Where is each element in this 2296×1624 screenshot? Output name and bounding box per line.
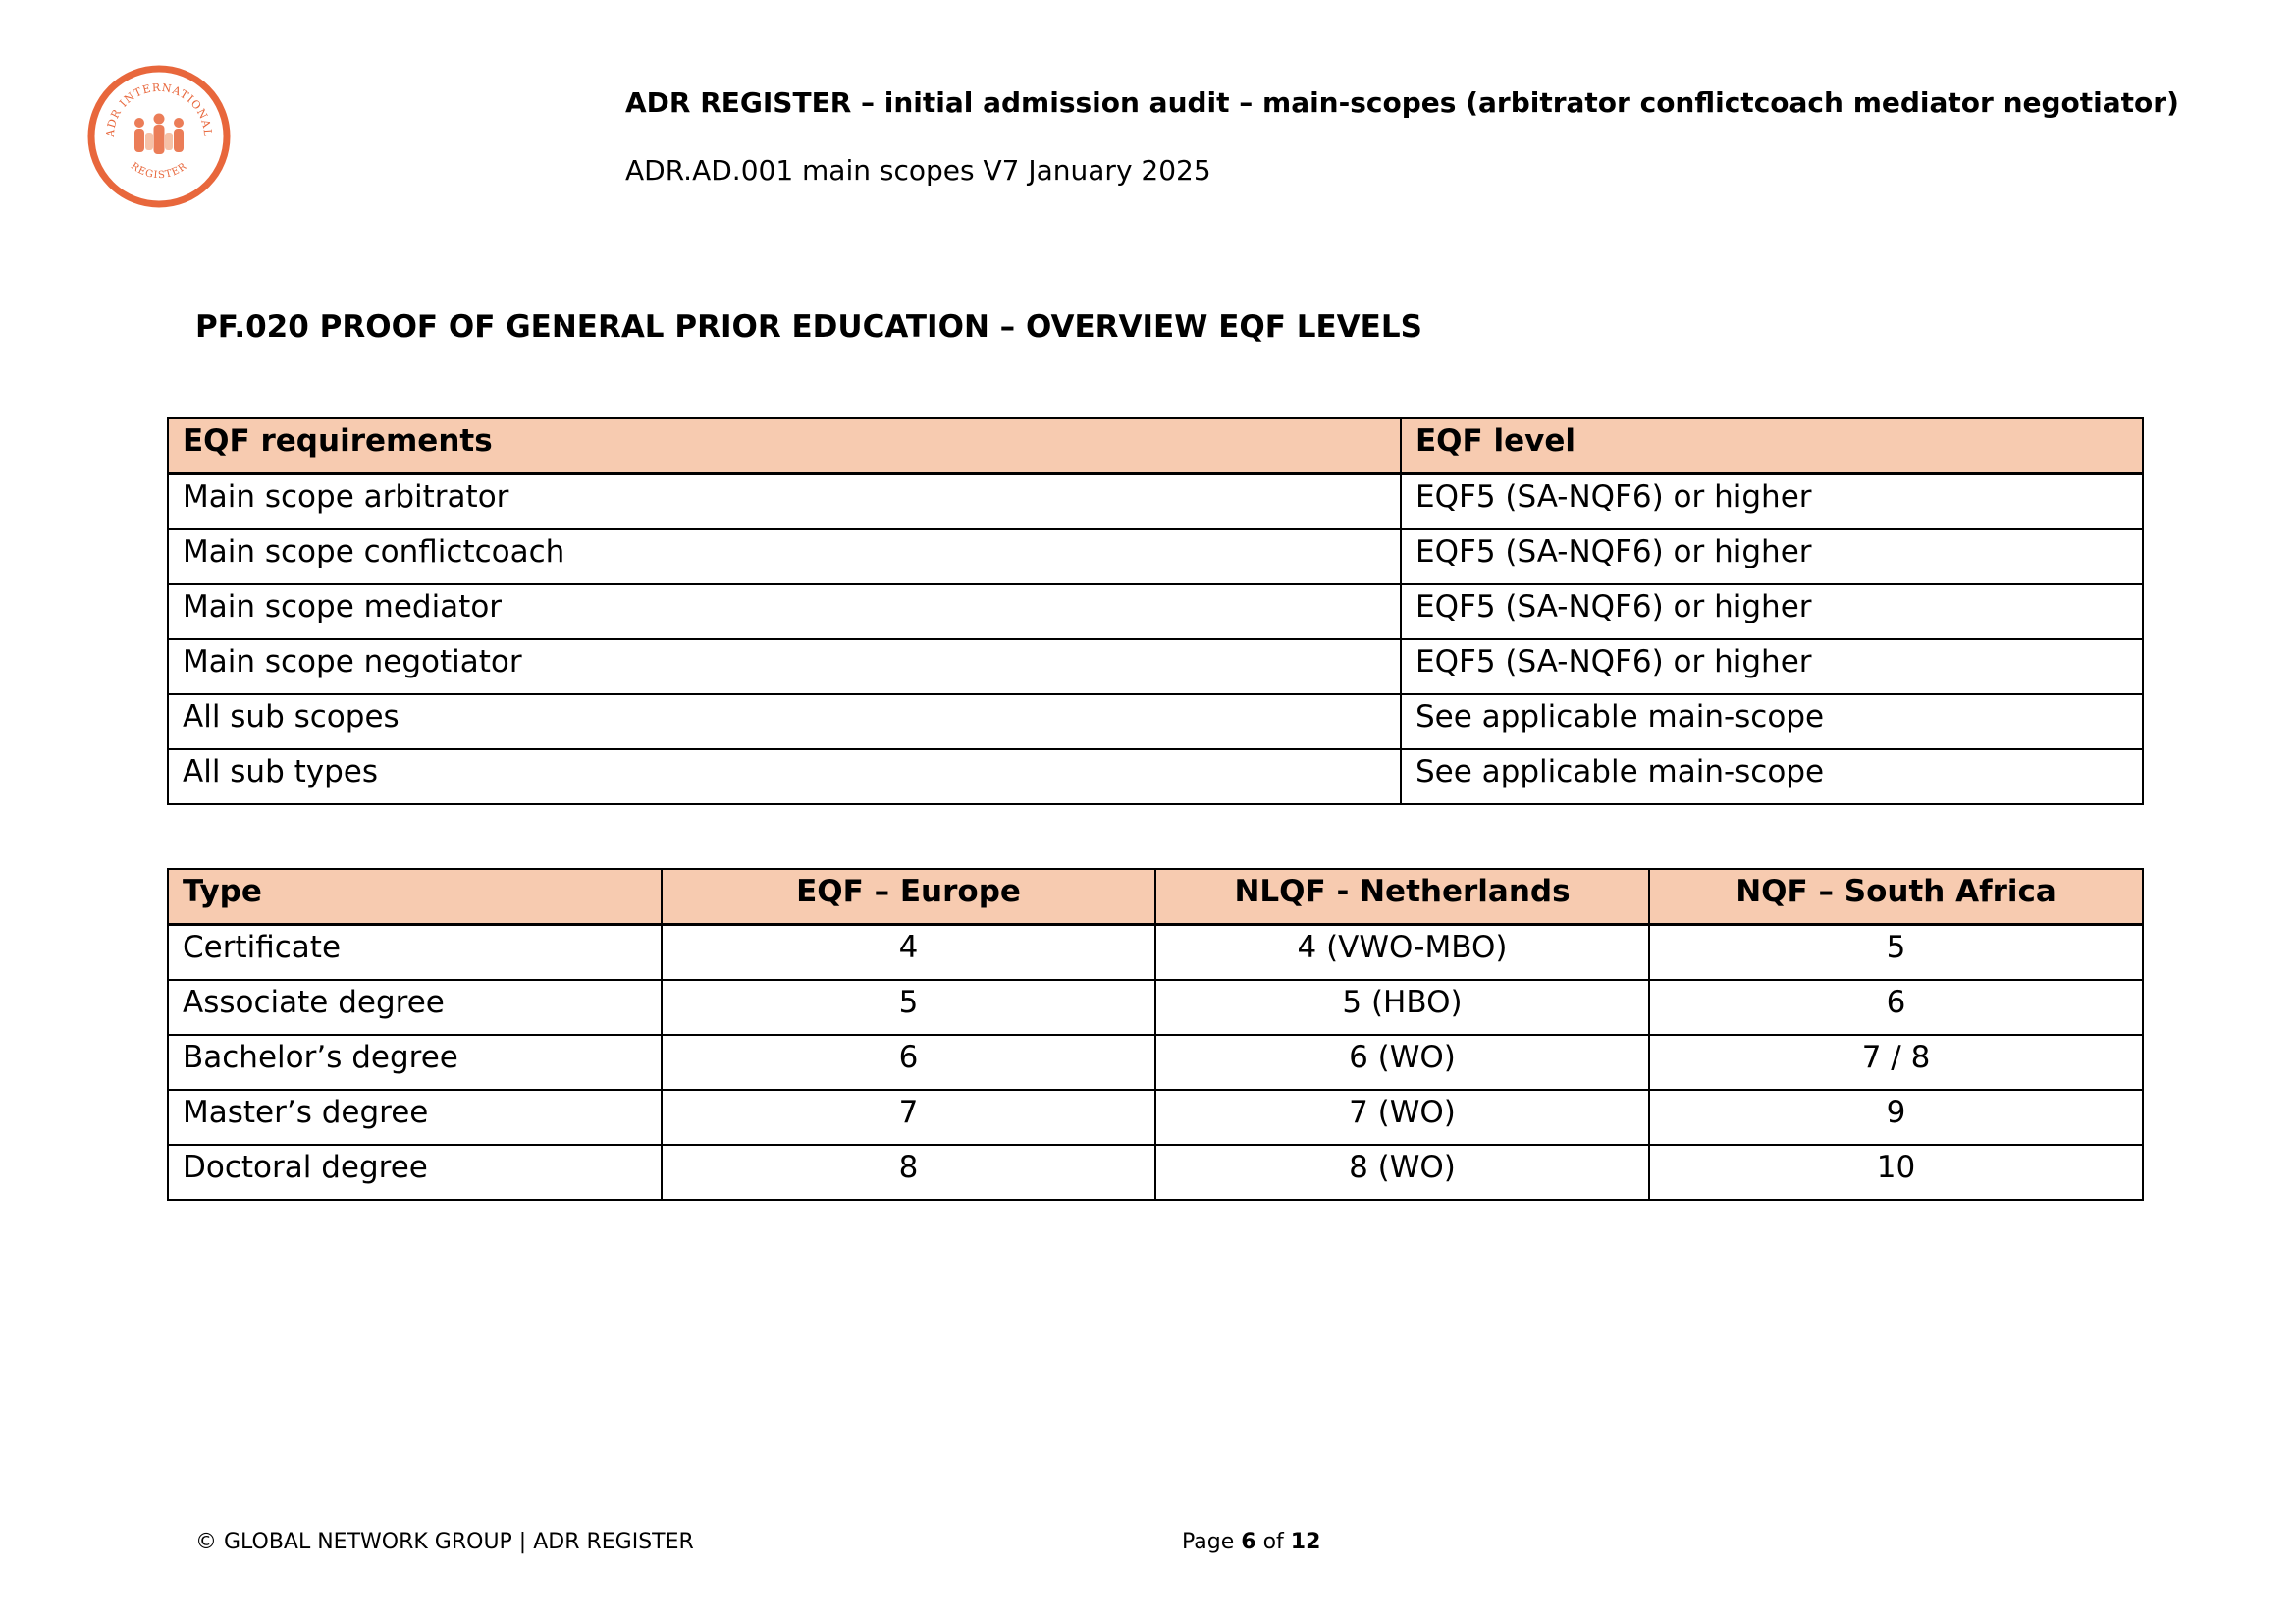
requirement-cell: Main scope mediator xyxy=(168,584,1401,639)
type-cell: Associate degree xyxy=(168,980,662,1035)
nqf-cell: 9 xyxy=(1649,1090,2143,1145)
level-cell: EQF5 (SA-NQF6) or higher xyxy=(1401,639,2143,694)
table-row xyxy=(168,639,2143,694)
header-nlqf-netherlands: NLQF - Netherlands xyxy=(1155,869,1649,925)
logo-text-bottom: REGISTER xyxy=(129,160,189,182)
header-type: Type xyxy=(168,869,662,925)
level-cell: EQF5 (SA-NQF6) or higher xyxy=(1401,474,2143,530)
adr-register-logo xyxy=(86,64,232,209)
eqf-cell: 6 xyxy=(662,1035,1155,1090)
table-row xyxy=(168,749,2143,804)
eqf-cell: 8 xyxy=(662,1145,1155,1200)
nqf-cell: 6 xyxy=(1649,980,2143,1035)
table-row xyxy=(168,584,2143,639)
header-eqf-europe: EQF – Europe xyxy=(662,869,1155,925)
nlqf-cell: 4 (VWO-MBO) xyxy=(1155,925,1649,981)
type-cell: Doctoral degree xyxy=(168,1145,662,1200)
table-row xyxy=(168,529,2143,584)
table-row xyxy=(168,1035,2143,1090)
requirement-cell: All sub types xyxy=(168,749,1401,804)
logo-text-top: ADR INTERNATIONAL xyxy=(103,81,215,138)
eqf-requirements-table xyxy=(167,417,2144,805)
table-row xyxy=(168,1145,2143,1200)
level-cell: EQF5 (SA-NQF6) or higher xyxy=(1401,529,2143,584)
eqf-cell: 4 xyxy=(662,925,1155,981)
people-figures-icon xyxy=(134,114,184,155)
nqf-cell: 5 xyxy=(1649,925,2143,981)
level-cell: EQF5 (SA-NQF6) or higher xyxy=(1401,584,2143,639)
header-nqf-south-africa: NQF – South Africa xyxy=(1649,869,2143,925)
requirement-cell: Main scope arbitrator xyxy=(168,474,1401,530)
type-cell: Master’s degree xyxy=(168,1090,662,1145)
nlqf-cell: 8 (WO) xyxy=(1155,1145,1649,1200)
requirement-cell: All sub scopes xyxy=(168,694,1401,749)
page-total: 12 xyxy=(1290,1530,1321,1554)
header-eqf-requirements: EQF requirements xyxy=(168,418,1401,474)
page-current: 6 xyxy=(1241,1530,1256,1554)
nqf-cell: 7 / 8 xyxy=(1649,1035,2143,1090)
requirement-cell: Main scope negotiator xyxy=(168,639,1401,694)
footer-copyright: © GLOBAL NETWORK GROUP | ADR REGISTER xyxy=(195,1530,694,1554)
page-prefix: Page xyxy=(1182,1530,1235,1554)
table-row xyxy=(168,694,2143,749)
table-row xyxy=(168,925,2143,981)
document-header-subtitle: ADR.AD.001 main scopes V7 January 2025 xyxy=(625,154,1211,187)
type-cell: Certificate xyxy=(168,925,662,981)
table-header-row xyxy=(168,418,2143,474)
requirement-cell: Main scope conflictcoach xyxy=(168,529,1401,584)
page-of: of xyxy=(1262,1530,1284,1554)
nqf-cell: 10 xyxy=(1649,1145,2143,1200)
nlqf-cell: 5 (HBO) xyxy=(1155,980,1649,1035)
qualification-levels-table xyxy=(167,868,2144,1201)
document-header-title: ADR REGISTER – initial admission audit – main-scopes (arbitrator conflictcoach mediator negotiator) xyxy=(625,86,2179,119)
nlqf-cell: 7 (WO) xyxy=(1155,1090,1649,1145)
eqf-cell: 5 xyxy=(662,980,1155,1035)
level-cell: See applicable main-scope xyxy=(1401,694,2143,749)
eqf-cell: 7 xyxy=(662,1090,1155,1145)
svg-text:REGISTER xyxy=(129,161,189,181)
type-cell: Bachelor’s degree xyxy=(168,1035,662,1090)
table-row xyxy=(168,474,2143,530)
level-cell: See applicable main-scope xyxy=(1401,749,2143,804)
table-row xyxy=(168,1090,2143,1145)
section-title: PF.020 PROOF OF GENERAL PRIOR EDUCATION – OVERVIEW EQF LEVELS xyxy=(195,309,1422,345)
table-row xyxy=(168,980,2143,1035)
footer-page-number xyxy=(1182,1530,1320,1554)
header-eqf-level: EQF level xyxy=(1401,418,2143,474)
nlqf-cell: 6 (WO) xyxy=(1155,1035,1649,1090)
table-header-row xyxy=(168,869,2143,925)
